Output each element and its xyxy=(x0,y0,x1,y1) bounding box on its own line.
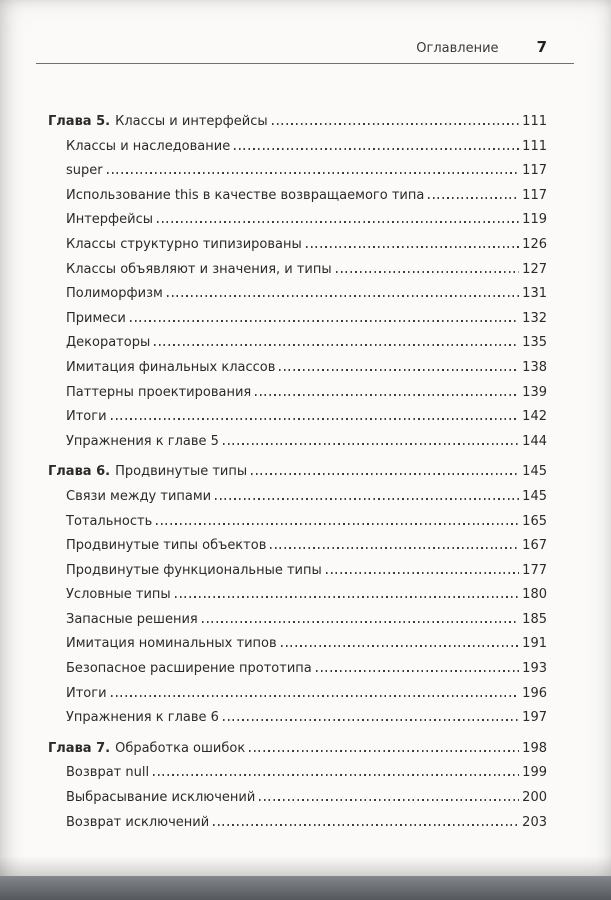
toc-chapter-row xyxy=(48,110,547,135)
toc-section xyxy=(48,460,547,731)
entry-page-number: 145 xyxy=(522,488,547,504)
entry-title: Интерфейсы xyxy=(66,212,154,228)
dot-leader xyxy=(279,369,519,371)
toc-section xyxy=(48,110,547,454)
entry-title: Имитация финальных классов xyxy=(66,359,276,375)
toc-entry-row xyxy=(48,258,547,283)
toc-entry-row xyxy=(48,233,547,258)
scan-bottom-shadow xyxy=(0,856,611,876)
running-header-page-number: 7 xyxy=(536,38,547,56)
toc-list xyxy=(48,110,547,835)
header-rule xyxy=(36,63,574,64)
toc-entry-row xyxy=(48,430,547,455)
toc-section-entries xyxy=(48,485,547,731)
entry-title: Полиморфизм xyxy=(66,286,163,302)
toc-section-entries xyxy=(48,135,547,455)
entry-title: Декораторы xyxy=(66,335,151,351)
dot-leader xyxy=(215,498,519,500)
entry-page-number: 200 xyxy=(522,790,547,806)
chapter-title: Обработка ошибок xyxy=(115,740,246,756)
entry-title: Возврат исключений xyxy=(66,814,210,830)
toc-entry-row xyxy=(48,331,547,356)
entry-title: Примеси xyxy=(66,310,126,326)
dot-leader xyxy=(255,394,519,396)
entry-page-number: 177 xyxy=(522,562,547,578)
dot-leader xyxy=(234,148,519,150)
entry-page-number: 117 xyxy=(522,163,547,179)
toc-entry-row xyxy=(48,706,547,731)
entry-page-number: 126 xyxy=(522,236,547,252)
toc-entry-row xyxy=(48,307,547,332)
entry-title: Запасные решения xyxy=(66,611,198,627)
dot-leader xyxy=(107,172,520,174)
dot-leader xyxy=(157,221,519,223)
running-header xyxy=(48,38,547,56)
toc-entry-row xyxy=(48,208,547,233)
toc-section-entries xyxy=(48,761,547,835)
toc-section xyxy=(48,737,547,835)
dot-leader xyxy=(175,596,519,598)
dot-leader xyxy=(167,295,519,297)
toc-entry-row xyxy=(48,786,547,811)
dot-leader xyxy=(130,320,519,322)
dot-leader xyxy=(428,197,519,199)
entry-title: Тотальность xyxy=(66,513,153,529)
chapter-page-number: 111 xyxy=(522,114,547,129)
chapter-label: Глава 6. xyxy=(48,464,111,480)
entry-title: Паттерны проектирования xyxy=(66,384,252,400)
dot-leader xyxy=(153,774,519,776)
entry-title: Классы и наследование xyxy=(66,138,231,154)
chapter-page-number: 145 xyxy=(522,464,547,480)
dot-leader xyxy=(336,271,520,273)
entry-title: super xyxy=(66,163,103,179)
toc-chapter-row xyxy=(48,737,547,762)
entry-page-number: 197 xyxy=(522,710,547,726)
toc-entry-row xyxy=(48,761,547,786)
entry-page-number: 199 xyxy=(522,765,547,781)
entry-page-number: 185 xyxy=(522,611,547,627)
entry-page-number: 131 xyxy=(522,286,547,302)
toc-entry-row xyxy=(48,632,547,657)
entry-title: Использование this в качестве возвращаемого типа xyxy=(66,187,425,203)
entry-title: Итоги xyxy=(66,409,107,425)
entry-page-number: 139 xyxy=(522,384,547,400)
running-header-title: Оглавление xyxy=(416,41,499,56)
toc-entry-row xyxy=(48,811,547,836)
entry-page-number: 167 xyxy=(522,538,547,554)
toc-entry-row xyxy=(48,657,547,682)
toc-entry-row xyxy=(48,135,547,160)
entry-page-number: 191 xyxy=(522,636,547,652)
entry-title: Классы объявляют и значения, и типы xyxy=(66,261,332,277)
entry-page-number: 203 xyxy=(522,814,547,830)
entry-title: Упражнения к главе 6 xyxy=(66,710,219,726)
dot-leader xyxy=(316,670,519,672)
dot-leader xyxy=(154,344,519,346)
toc-entry-row xyxy=(48,405,547,430)
dot-leader xyxy=(111,418,520,420)
chapter-page-number: 198 xyxy=(522,740,547,756)
toc-entry-row xyxy=(48,534,547,559)
toc-entry-row xyxy=(48,510,547,535)
entry-title: Имитация номинальных типов xyxy=(66,636,277,652)
toc-entry-row xyxy=(48,184,547,209)
entry-page-number: 138 xyxy=(522,359,547,375)
scan-bottom-edge xyxy=(0,876,611,900)
entry-title: Итоги xyxy=(66,685,107,701)
toc-entry-row xyxy=(48,682,547,707)
entry-page-number: 196 xyxy=(522,685,547,701)
toc-entry-row xyxy=(48,356,547,381)
entry-page-number: 127 xyxy=(522,261,547,277)
dot-leader xyxy=(270,547,519,549)
dot-leader xyxy=(223,443,519,445)
toc-entry-row xyxy=(48,485,547,510)
dot-leader xyxy=(249,750,519,752)
entry-title: Безопасное расширение прототипа xyxy=(66,661,312,677)
toc-entry-row xyxy=(48,159,547,184)
entry-title: Классы структурно типизированы xyxy=(66,236,302,252)
dot-leader xyxy=(213,824,519,826)
dot-leader xyxy=(272,123,520,125)
dot-leader xyxy=(281,645,520,647)
toc-entry-row xyxy=(48,583,547,608)
entry-page-number: 165 xyxy=(522,513,547,529)
dot-leader xyxy=(223,719,519,721)
entry-page-number: 117 xyxy=(522,187,547,203)
toc-entry-row xyxy=(48,608,547,633)
chapter-title: Продвинутые типы xyxy=(115,464,248,480)
entry-title: Выбрасывание исключений xyxy=(66,790,256,806)
dot-leader xyxy=(111,695,520,697)
toc-entry-row xyxy=(48,282,547,307)
dot-leader xyxy=(251,473,519,475)
entry-page-number: 119 xyxy=(522,212,547,228)
dot-leader xyxy=(306,246,519,248)
entry-page-number: 142 xyxy=(522,409,547,425)
entry-title: Условные типы xyxy=(66,587,171,603)
entry-page-number: 193 xyxy=(522,661,547,677)
entry-page-number: 180 xyxy=(522,587,547,603)
toc-entry-row xyxy=(48,381,547,406)
chapter-title: Классы и интерфейсы xyxy=(115,114,268,129)
entry-title: Продвинутые функциональные типы xyxy=(66,562,322,578)
entry-title: Упражнения к главе 5 xyxy=(66,433,219,449)
entry-page-number: 144 xyxy=(522,433,547,449)
dot-leader xyxy=(326,572,519,574)
toc-entry-row xyxy=(48,559,547,584)
chapter-label: Глава 7. xyxy=(48,740,111,756)
entry-title: Продвинутые типы объектов xyxy=(66,538,267,554)
entry-title: Возврат null xyxy=(66,765,150,781)
dot-leader xyxy=(202,621,519,623)
dot-leader xyxy=(156,523,519,525)
entry-title: Связи между типами xyxy=(66,488,212,504)
entry-page-number: 132 xyxy=(522,310,547,326)
toc-chapter-row xyxy=(48,460,547,485)
entry-page-number: 135 xyxy=(522,335,547,351)
entry-page-number: 111 xyxy=(522,138,547,154)
chapter-label: Глава 5. xyxy=(48,114,111,129)
dot-leader xyxy=(259,799,519,801)
